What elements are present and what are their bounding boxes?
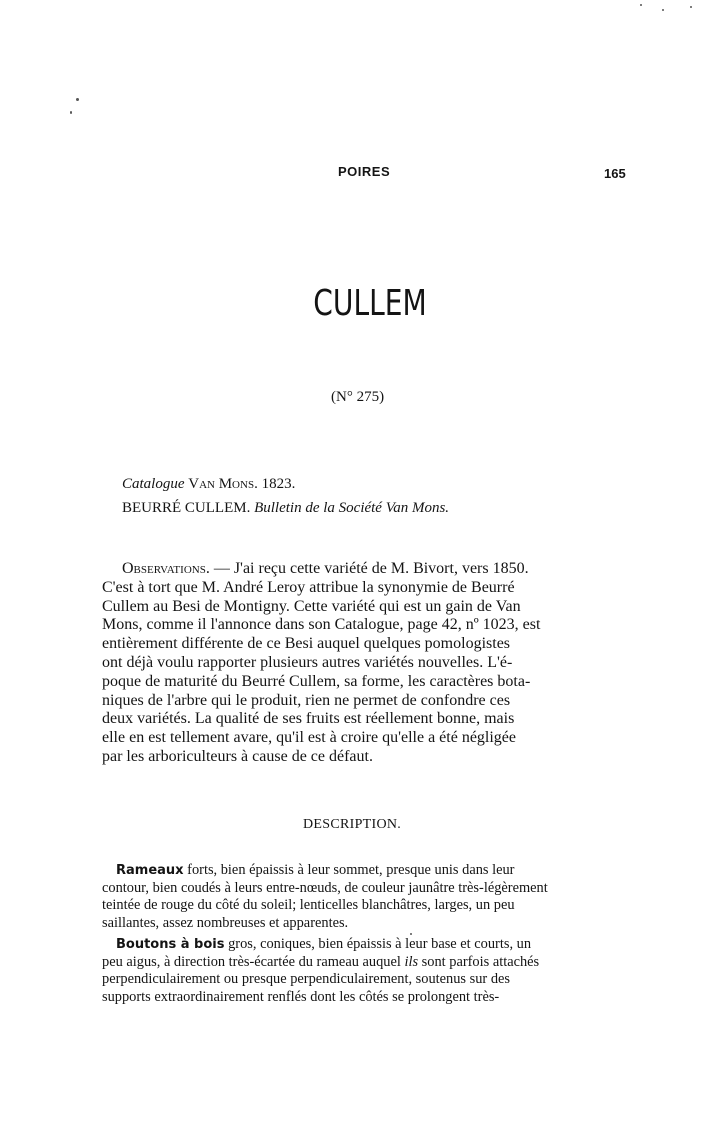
rameaux-line: saillantes, assez nombreuses et apparentes. [102, 914, 349, 931]
rameaux-term: Rameaux [116, 863, 184, 878]
boutons-line: Boutons à bois gros, coniques, bien épaissis à leur base et courts, un [116, 936, 532, 952]
boutons-term: Boutons à bois [116, 937, 225, 952]
description-body [102, 862, 622, 1006]
scan-speck [662, 9, 664, 11]
observations-line: par les arboriculteurs à cause de ce défaut. [102, 747, 373, 765]
observations-line: entièrement différente de ce Besi auquel quelques pomologistes [102, 635, 511, 653]
scan-speck [690, 6, 692, 8]
variety-title: CULLEM [313, 283, 427, 324]
observations-line: niques de l'arbre qui le produit, rien ne permet de confondre ces [102, 691, 511, 709]
catalogue-year: . 1823. [254, 476, 296, 492]
scan-speck [76, 98, 79, 101]
observations-label: Observations [122, 560, 206, 577]
rameaux-line: contour, bien coudés à leurs entre-nœuds, de couleur jaunâtre très-légèrement [102, 879, 548, 896]
boutons-line: perpendiculairement ou presque perpendiculairement, soutenus sur des [102, 971, 510, 987]
rameaux-line: teintée de rouge du côté du soleil; lenticelles blanchâtres, larges, un peu [102, 897, 515, 913]
reference-catalogue [122, 472, 622, 496]
synonym-source: Bulletin de la Société Van Mons. [254, 500, 450, 516]
scan-speck [640, 4, 642, 6]
observations-line: Observations. — J'ai reçu cette variété de M. Bivort, vers 1850. [122, 560, 529, 577]
synonym-name: BEURRÉ CULLEM. [122, 500, 251, 516]
running-title: POIRES [338, 164, 391, 179]
observations-line: poque de maturité du Beurré Cullem, sa forme, les caractères bota- [102, 672, 531, 690]
scan-speck [70, 111, 72, 114]
boutons-line: peu aigus, à direction très-écartée du rameau auquel ils sont parfois attachés [102, 953, 540, 970]
reference-synonym [122, 496, 622, 520]
references-block [122, 472, 622, 520]
boutons-line: supports extraordinairement renflés dont les côtés se prolongent très- [102, 988, 500, 1005]
description-heading: DESCRIPTION. [303, 817, 402, 832]
variety-number: (N° 275) [331, 389, 385, 405]
observations-line: Mons, comme il l'annonce dans son Catalogue, page 42, nº 1023, est [102, 616, 541, 634]
page-number: 165 [604, 166, 626, 181]
observations-line: ont déjà voulu rapporter plusieurs autres variétés nouvelles. L'é- [102, 653, 513, 671]
observations-line: elle en est tellement avare, qu'il est à croire qu'elle a été négligée [102, 729, 517, 747]
observations-paragraph [102, 560, 622, 767]
observations-line: Cullem au Besi de Montigny. Cette variété qui est un gain de Van [102, 597, 521, 615]
observations-line: C'est à tort que M. André Leroy attribue la synonymie de Beurré [102, 578, 515, 596]
scan-speck [410, 933, 412, 935]
rameaux-line: Rameaux forts, bien épaissis à leur sommet, presque unis dans leur [116, 862, 515, 878]
catalogue-author: Van Mons [188, 476, 255, 492]
catalogue-label: Catalogue [122, 476, 185, 492]
observations-line: deux variétés. La qualité de ses fruits est réellement bonne, mais [102, 710, 515, 728]
